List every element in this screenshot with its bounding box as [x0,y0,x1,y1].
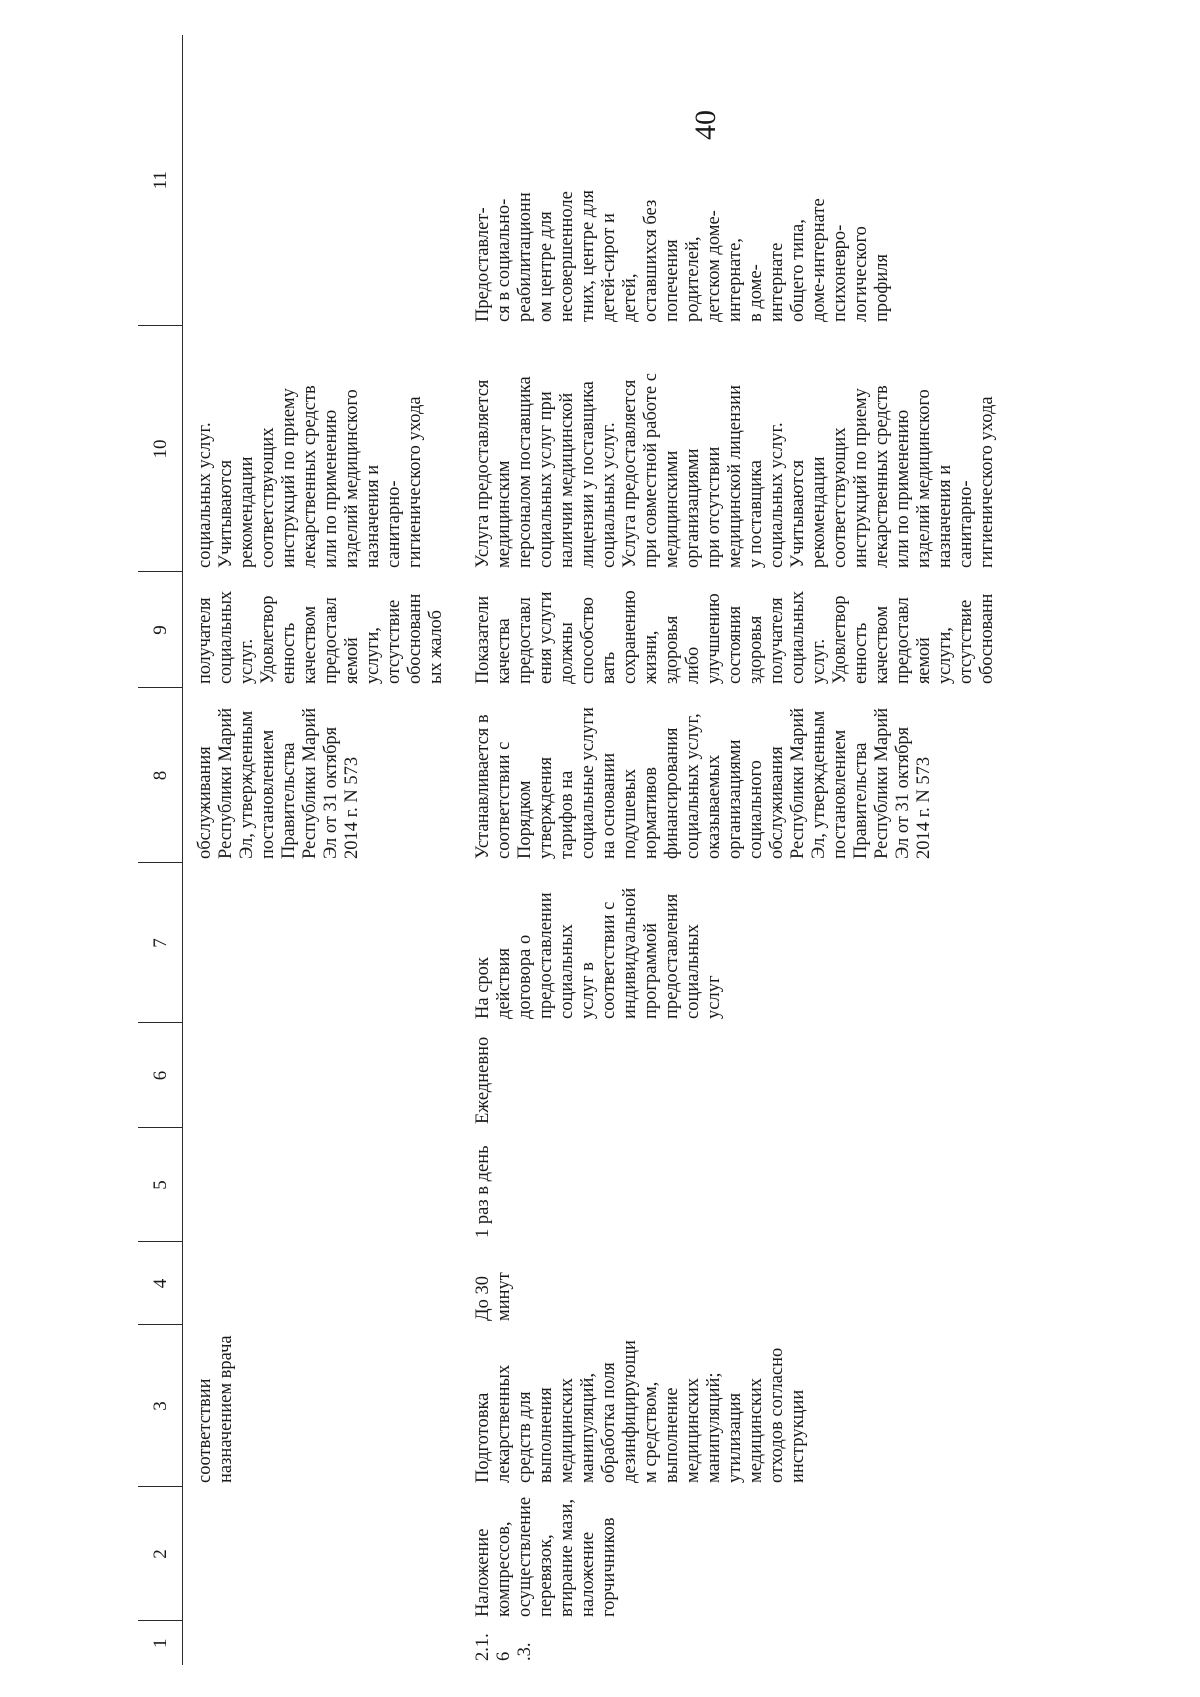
col-header-3: 3 [138,1325,183,1487]
cell-quality-indicators: Показатели качества предоставл ения услуги должны способство вать сохранению жизни, здоровья либо улучшению состояния здоровья получателя социальных услуг. Удовлетвор енность качеством предоставл яемой услуги, отсутствие обоснованн [473,590,997,684]
cell-frequency: 1 раз в день [473,1145,493,1238]
cell-tariff: обслуживания Республики Марий Эл, утвержденным постановлением Правительства Республики Марий Эл от 31 октября 2014 г. N 573 [195,707,362,859]
cell-service-description: Подготовка лекарственных средств для выполнения медицинских манипуляций, обработка поля дезинфицирующи м средством, выполнение медицинских манипуляций; утилизация медицинских отходов согласно инструкции [473,1340,808,1483]
table-header-row [138,35,183,1665]
cell-periodicity: Ежедневно [473,1036,493,1124]
cell-number: 2.1.6 .3. [473,1633,535,1661]
col-header-7: 7 [138,863,183,1023]
cell-duration [183,1242,454,1325]
cell-service-name: Наложение компрессов, осуществление перевязок, втирание мази, наложение горчичников [473,1496,619,1617]
cell-provided-in: Предоставлет- ся в социально- реабилитационн ом центре для несовершенноле тних, центре для детей-сирот и детей, оставшихся без попечения родителей, детском доме- интернате, в доме- интернате общего типа, доме-интернате психоневро- логического профиля [473,190,892,322]
col-header-8: 8 [138,688,183,863]
cell-conditions: социальных услуг. Учитываются рекомендации соответствующих инструкций по приему лекарственных средств или по применению изделий медицинского назначения и санитарно- гигиенического ухода [195,385,425,568]
cell-term: На срок действия договора о предоставлении социальных услуг в соответствии с индивидуальной программой предоставления социальных услуг [473,887,724,1019]
cell-provided-in [183,35,454,326]
col-header-9: 9 [138,572,183,688]
cell-conditions: Услуга предоставляется медицинским персоналом поставщика социальных услуг при наличии медицинской лицензии у поставщика социальных услуг. Услуга предоставляется при совместной работе с медицинскими организациями при отсутствии медицинской лицензии у поставщика социальных услуг. Учитываются рекомендации соответствующих инструкций по приему лекарственных средств или по применению изделий медицинского назначения и санитарно- гигиенического ухода [473,373,997,568]
cell-tariff: Устанавливается в соответствии с Порядком утверждения тарифов на социальные услуги на основании подушевых нормативов финансирования социальных услуг, оказываемых организациями социального обслуживания Республики Марий Эл, утвержденным постановлением Правительства Республики Марий Эл от 31 октября 2014 г. N 573 [473,707,934,859]
cell-service-description: соответствии назначением врача [195,1335,236,1483]
col-header-2: 2 [138,1487,183,1621]
col-header-1: 1 [138,1621,183,1665]
cell-term [183,863,454,1023]
services-table [138,35,998,1665]
cell-number [183,1621,454,1665]
col-header-5: 5 [138,1128,183,1242]
cell-periodicity [183,1023,454,1128]
col-header-6: 6 [138,1023,183,1128]
table-row-continuation [183,35,454,1665]
col-header-4: 4 [138,1242,183,1325]
page-number: 40 [689,110,722,140]
cell-quality-indicators: получателя социальных услуг. Удовлетвор енность качеством предоставл яемой услуги, отсутствие обоснованн ых жалоб [195,591,446,684]
cell-duration: До 30 минут [473,1272,514,1321]
col-header-10: 10 [138,326,183,572]
rotated-page-content [138,35,1200,1665]
col-header-11: 11 [138,35,183,326]
cell-frequency [183,1128,454,1242]
cell-service-name [183,1487,454,1621]
rotated-table-container [138,35,1200,1665]
table-row-2-1-6-3 [453,35,998,1665]
